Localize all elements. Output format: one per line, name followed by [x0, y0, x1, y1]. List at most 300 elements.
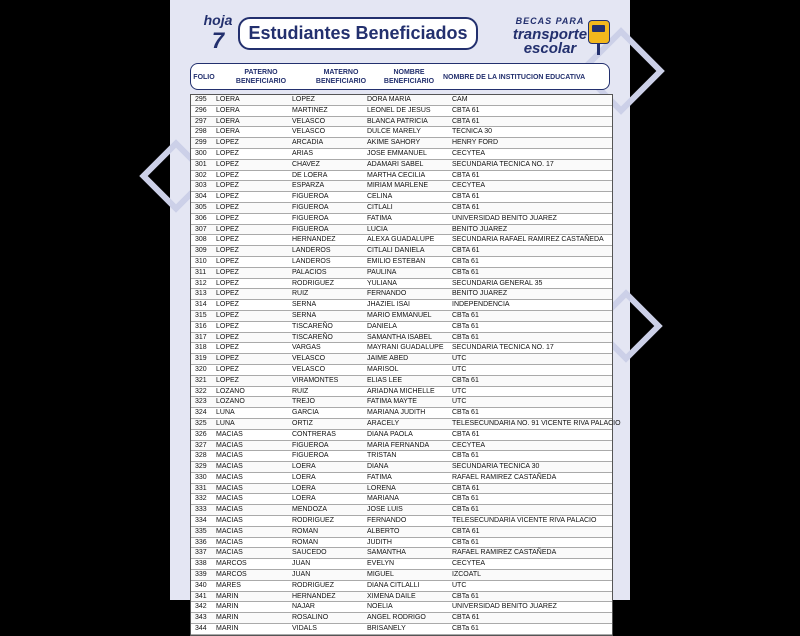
table-row [191, 462, 612, 473]
nombre-cell: JAIME ABED [367, 355, 409, 363]
table-row [191, 354, 612, 365]
nombre-cell: BRISANELY [367, 625, 406, 633]
nombre-cell: DORA MARIA [367, 96, 411, 103]
table-row [191, 473, 612, 484]
institucion-cell: UTC [452, 365, 467, 373]
institucion-cell: CBTA 61 [452, 193, 480, 201]
folio-cell: 321 [195, 376, 207, 384]
nombre-cell: BLANCA PATRICIA [367, 117, 428, 125]
paterno-cell: MARCOS [216, 560, 247, 568]
institucion-cell: CBTA 61 [452, 430, 480, 438]
institucion-cell: HENRY FORD [452, 139, 499, 147]
nombre-cell: AKIME SAHORY [367, 139, 421, 147]
folio-cell: 339 [195, 571, 207, 579]
paterno-cell: MACIAS [216, 527, 243, 535]
paterno-cell: LOPEZ [216, 376, 239, 384]
institucion-cell: CBTa 61 [452, 311, 479, 319]
nombre-cell: SAMANTHA ISABEL [367, 333, 432, 341]
institucion-cell: CBTa 61 [452, 409, 479, 417]
folio-cell: 308 [195, 236, 207, 244]
page-header [170, 0, 630, 62]
folio-cell: 315 [195, 311, 207, 319]
paterno-cell: MACIAS [216, 463, 243, 471]
table-row [191, 451, 612, 462]
materno-cell: LOERA [292, 473, 316, 481]
institucion-cell: UNIVERSIDAD BENITO JUAREZ [452, 603, 557, 611]
materno-cell: CHAVEZ [292, 160, 320, 168]
nombre-cell: MARIA FERNANDA [367, 441, 430, 449]
materno-cell: DE LOERA [292, 171, 328, 179]
paterno-cell: MACIAS [216, 430, 243, 438]
nombre-cell: ARIADNA MICHELLE [367, 387, 435, 395]
paterno-cell: LOZANO [216, 387, 245, 395]
folio-cell: 312 [195, 279, 207, 287]
materno-cell: CONTRERAS [292, 430, 336, 438]
folio-cell: 320 [195, 365, 207, 373]
materno-cell: FIGUEROA [292, 214, 329, 222]
paterno-cell: MARIN [216, 625, 239, 633]
table-row [191, 225, 612, 236]
table-row [191, 203, 612, 214]
sheet-number: 7 [211, 28, 225, 53]
paterno-cell: LOPEZ [216, 333, 239, 341]
nombre-cell: FERNANDO [367, 517, 407, 525]
materno-cell: FIGUEROA [292, 225, 329, 233]
table-row [191, 408, 612, 419]
folio-cell: 337 [195, 549, 207, 557]
institucion-cell: CBTa 61 [452, 506, 479, 514]
table-row [191, 138, 612, 149]
table-row [191, 376, 612, 387]
institucion-cell: UNIVERSIDAD BENITO JUAREZ [452, 214, 557, 222]
nombre-cell: LUCIA [367, 225, 388, 233]
paterno-cell: LUNA [216, 419, 235, 427]
nombre-cell: ANGEL RODRIGO [367, 614, 426, 622]
folio-cell: 305 [195, 203, 207, 211]
nombre-cell: DIANA PAOLA [367, 430, 413, 438]
nombre-cell: JOSE LUIS [367, 506, 403, 514]
materno-cell: ROMAN [292, 527, 319, 535]
paterno-cell: LOPEZ [216, 344, 239, 352]
paterno-cell: MACIAS [216, 473, 243, 481]
materno-cell: TISCAREÑO [292, 322, 333, 330]
paterno-cell: LOPEZ [216, 301, 239, 309]
paterno-cell: LOPEZ [216, 257, 239, 265]
folio-cell: 336 [195, 538, 207, 546]
institucion-cell: CBTA 61 [452, 614, 480, 622]
folio-cell: 303 [195, 182, 207, 190]
institucion-cell: BENITO JUAREZ [452, 225, 508, 233]
nombre-cell: ALBERTO [367, 527, 400, 535]
folio-cell: 297 [195, 117, 207, 125]
col-paterno: PATERNO BENEFICIARIO [235, 69, 287, 85]
table-row [191, 311, 612, 322]
nombre-cell: DIANA CITLALLI [367, 581, 420, 589]
materno-cell: SAUCEDO [292, 549, 327, 557]
folio-cell: 341 [195, 592, 207, 600]
col-folio: FOLIO [193, 74, 215, 81]
folio-cell: 342 [195, 603, 207, 611]
folio-cell: 326 [195, 430, 207, 438]
paterno-cell: LOPEZ [216, 149, 239, 157]
paterno-cell: LOPEZ [216, 193, 239, 201]
paterno-cell: MACIAS [216, 538, 243, 546]
materno-cell: VELASCO [292, 355, 326, 363]
table-row [191, 106, 612, 117]
materno-cell: VELASCO [292, 117, 326, 125]
folio-cell: 323 [195, 398, 207, 406]
materno-cell: VARGAS [292, 344, 321, 352]
paterno-cell: LOPEZ [216, 247, 239, 255]
folio-cell: 319 [195, 355, 207, 363]
institucion-cell: CBTa 61 [452, 268, 479, 276]
paterno-cell: LOPEZ [216, 236, 239, 244]
table-row [191, 548, 612, 559]
table-row [191, 602, 612, 613]
nombre-cell: DIANA [367, 463, 389, 471]
institucion-cell: TECNICA 30 [452, 128, 493, 136]
institucion-cell: UTC [452, 355, 467, 363]
materno-cell: ROSALINO [292, 614, 329, 622]
folio-cell: 328 [195, 452, 207, 460]
folio-cell: 338 [195, 560, 207, 568]
nombre-cell: MARIANA [367, 495, 399, 503]
institucion-cell: CBTA 61 [452, 527, 480, 535]
table-row [191, 494, 612, 505]
table-row [191, 387, 612, 398]
table-row [191, 484, 612, 495]
folio-cell: 316 [195, 322, 207, 330]
materno-cell: VIDALS [292, 625, 317, 633]
nombre-cell: JHAZIEL ISAI [367, 301, 410, 309]
table-row [191, 430, 612, 441]
folio-cell: 344 [195, 625, 207, 633]
institucion-cell: CBTa 61 [452, 592, 479, 600]
paterno-cell: LOPEZ [216, 365, 239, 373]
paterno-cell: MARIN [216, 614, 239, 622]
col-materno: MATERNO BENEFICIARIO [315, 69, 367, 85]
table-row [191, 171, 612, 182]
institucion-cell: IZCOATL [452, 571, 482, 579]
institucion-cell: INDEPENDENCIA [452, 301, 510, 309]
institucion-cell: CBTa 61 [452, 333, 479, 341]
table-row [191, 613, 612, 624]
paterno-cell: LOERA [216, 128, 240, 136]
materno-cell: FIGUEROA [292, 203, 329, 211]
nombre-cell: JUDITH [367, 538, 392, 546]
document-page [170, 0, 630, 633]
paterno-cell: LOPEZ [216, 279, 239, 287]
paterno-cell: LOPEZ [216, 203, 239, 211]
institucion-cell: SECUNDARIA GENERAL 35 [452, 279, 543, 287]
table-row [191, 117, 612, 128]
materno-cell: RODRIGUEZ [292, 581, 334, 589]
folio-cell: 302 [195, 171, 207, 179]
sheet-label: hoja [203, 12, 233, 28]
nombre-cell: MARIANA JUDITH [367, 409, 426, 417]
table-row [191, 343, 612, 354]
program-line-1: transporte [512, 26, 588, 43]
program-small-text: BECAS PARA [515, 16, 585, 26]
table-row [191, 95, 612, 106]
folio-cell: 309 [195, 247, 207, 255]
col-institucion: NOMBRE DE LA INSTITUCION EDUCATIVA [443, 74, 586, 81]
materno-cell: LANDEROS [292, 247, 331, 255]
materno-cell: HERNANDEZ [292, 592, 336, 600]
nombre-cell: CELINA [367, 193, 393, 201]
table-header [190, 63, 610, 90]
folio-cell: 300 [195, 149, 207, 157]
materno-cell: LANDEROS [292, 257, 331, 265]
paterno-cell: LOPEZ [216, 355, 239, 363]
nombre-cell: EVELYN [367, 560, 395, 568]
institucion-cell: CECYTEA [452, 560, 486, 568]
paterno-cell: LOPEZ [216, 182, 239, 190]
paterno-cell: MARIN [216, 592, 239, 600]
institucion-cell: CBTA 61 [452, 171, 480, 179]
materno-cell: RODRIGUEZ [292, 279, 334, 287]
table-row [191, 592, 612, 603]
paterno-cell: LOPEZ [216, 139, 239, 147]
folio-cell: 330 [195, 473, 207, 481]
materno-cell: JUAN [292, 560, 311, 568]
materno-cell: RUIZ [292, 290, 309, 298]
folio-cell: 298 [195, 128, 207, 136]
institucion-cell: CBTA 61 [452, 484, 480, 492]
table-row [191, 149, 612, 160]
folio-cell: 322 [195, 387, 207, 395]
institucion-cell: CBTa 61 [452, 625, 479, 633]
materno-cell: FIGUEROA [292, 452, 329, 460]
nombre-cell: FERNANDO [367, 290, 407, 298]
paterno-cell: MACIAS [216, 484, 243, 492]
institucion-cell: CECYTEA [452, 441, 486, 449]
folio-cell: 340 [195, 581, 207, 589]
nombre-cell: ALEXA GUADALUPE [367, 236, 435, 244]
institucion-cell: TELESECUNDARIA VICENTE RIVA PALACIO [452, 517, 597, 525]
table-row [191, 235, 612, 246]
materno-cell: JUAN [292, 571, 311, 579]
table-row [191, 559, 612, 570]
nombre-cell: SAMANTHA [367, 549, 406, 557]
institucion-cell: SECUNDARIA TECNICA NO. 17 [452, 344, 554, 352]
materno-cell: TREJO [292, 398, 315, 406]
table-row [191, 516, 612, 527]
table-row [191, 441, 612, 452]
institucion-cell: SECUNDARIA TECNICA NO. 17 [452, 160, 554, 168]
nombre-cell: XIMENA DAILE [367, 592, 416, 600]
folio-cell: 310 [195, 257, 207, 265]
nombre-cell: FATIMA [367, 473, 392, 481]
institucion-cell: UTC [452, 581, 467, 589]
folio-cell: 333 [195, 506, 207, 514]
materno-cell: VIRAMONTES [292, 376, 339, 384]
col-nombre: NOMBRE BENEFICIARIO [383, 69, 435, 85]
folio-cell: 313 [195, 290, 207, 298]
nombre-cell: JOSE EMMANUEL [367, 149, 427, 157]
table-row [191, 192, 612, 203]
bus-stop-icon [588, 20, 610, 44]
institucion-cell: CBTa 61 [452, 257, 479, 265]
institucion-cell: CBTa 61 [452, 322, 479, 330]
institucion-cell: UTC [452, 387, 467, 395]
nombre-cell: PAULINA [367, 268, 397, 276]
materno-cell: LOERA [292, 484, 316, 492]
folio-cell: 329 [195, 463, 207, 471]
materno-cell: VELASCO [292, 365, 326, 373]
paterno-cell: LOPEZ [216, 225, 239, 233]
folio-cell: 306 [195, 214, 207, 222]
nombre-cell: CITLALI DANIELA [367, 247, 425, 255]
institucion-cell: CBTa 61 [452, 452, 479, 460]
nombre-cell: MIGUEL [367, 571, 394, 579]
nombre-cell: LORENA [367, 484, 396, 492]
paterno-cell: LOPEZ [216, 311, 239, 319]
materno-cell: NAJAR [292, 603, 315, 611]
nombre-cell: EMILIO ESTEBAN [367, 257, 426, 265]
paterno-cell: LOPEZ [216, 290, 239, 298]
folio-cell: 335 [195, 527, 207, 535]
table-row [191, 246, 612, 257]
materno-cell: RUIZ [292, 387, 309, 395]
table-row [191, 322, 612, 333]
paterno-cell: LUNA [216, 409, 235, 417]
materno-cell: ESPARZA [292, 182, 325, 190]
table-row [191, 214, 612, 225]
table-row [191, 279, 612, 290]
folio-cell: 304 [195, 193, 207, 201]
nombre-cell: LEONEL DE JESUS [367, 106, 431, 114]
materno-cell: PALACIOS [292, 268, 327, 276]
table-row [191, 419, 621, 430]
nombre-cell: FATIMA [367, 214, 392, 222]
institucion-cell: CBTA 61 [452, 117, 480, 125]
folio-cell: 317 [195, 333, 207, 341]
table-row [191, 527, 612, 538]
paterno-cell: MACIAS [216, 549, 243, 557]
paterno-cell: MARCOS [216, 571, 247, 579]
institucion-cell: TELESECUNDARIA NO. 91 VICENTE RIVA PALACIO [452, 419, 621, 427]
institucion-cell: CBTa 61 [452, 495, 479, 503]
materno-cell: SERNA [292, 301, 317, 309]
folio-cell: 314 [195, 301, 207, 309]
table-row [191, 505, 612, 516]
institucion-cell: SECUNDARIA TECNICA 30 [452, 463, 540, 471]
nombre-cell: ELIAS LEE [367, 376, 403, 384]
table-row [191, 397, 612, 408]
folio-cell: 296 [195, 106, 207, 114]
nombre-cell: DANIELA [367, 322, 397, 330]
paterno-cell: LOERA [216, 117, 240, 125]
institucion-cell: RAFAEL RAMIREZ CASTAÑEDA [452, 549, 557, 557]
nombre-cell: ADAMARI SABEL [367, 160, 424, 168]
table-row [191, 333, 612, 344]
institucion-cell: BENITO JUAREZ [452, 290, 508, 298]
paterno-cell: LOPEZ [216, 171, 239, 179]
materno-cell: SERNA [292, 311, 317, 319]
nombre-cell: ARACELY [367, 419, 400, 427]
institucion-cell: UTC [452, 398, 467, 406]
table-row [191, 300, 612, 311]
nombre-cell: FATIMA MAYTE [367, 398, 417, 406]
nombre-cell: CITLALI [367, 203, 393, 211]
folio-cell: 343 [195, 614, 207, 622]
table-row [191, 581, 612, 592]
nombre-cell: MARIO EMMANUEL [367, 311, 432, 319]
nombre-cell: MARTHA CECILIA [367, 171, 426, 179]
materno-cell: ROMAN [292, 538, 319, 546]
materno-cell: MARTINEZ [292, 106, 328, 114]
institucion-cell: CBTA 61 [452, 106, 480, 114]
program-line-2: escolar [523, 40, 577, 57]
materno-cell: MENDOZA [292, 506, 327, 514]
folio-cell: 332 [195, 495, 207, 503]
materno-cell: HERNANDEZ [292, 236, 336, 244]
materno-cell: ARIAS [292, 149, 314, 157]
folio-cell: 324 [195, 409, 207, 417]
institucion-cell: CBTa 61 [452, 538, 479, 546]
materno-cell: LOERA [292, 463, 316, 471]
table-row [191, 365, 612, 376]
paterno-cell: LOERA [216, 96, 240, 103]
table-row [191, 181, 612, 192]
nombre-cell: MARISOL [367, 365, 399, 373]
institucion-cell: CBTA 61 [452, 203, 480, 211]
paterno-cell: LOZANO [216, 398, 245, 406]
folio-cell: 299 [195, 139, 207, 147]
nombre-cell: MIRIAM MARLENE [367, 182, 429, 190]
materno-cell: VELASCO [292, 128, 326, 136]
folio-cell: 295 [195, 96, 207, 103]
nombre-cell: YULIANA [367, 279, 397, 287]
materno-cell: LOPEZ [292, 96, 315, 103]
nombre-cell: DULCE MARELY [367, 128, 421, 136]
table-row [191, 570, 612, 581]
materno-cell: TISCAREÑO [292, 333, 333, 341]
folio-cell: 334 [195, 517, 207, 525]
paterno-cell: LOPEZ [216, 160, 239, 168]
folio-cell: 327 [195, 441, 207, 449]
institucion-cell: RAFAEL RAMIREZ CASTAÑEDA [452, 473, 557, 481]
table-row [191, 127, 612, 138]
institucion-cell: CECYTEA [452, 149, 486, 157]
folio-cell: 325 [195, 419, 207, 427]
materno-cell: RODRIGUEZ [292, 517, 334, 525]
institucion-cell: CAM [452, 96, 468, 103]
paterno-cell: LOPEZ [216, 322, 239, 330]
materno-cell: LOERA [292, 495, 316, 503]
institucion-cell: CECYTEA [452, 182, 486, 190]
table-row [191, 268, 612, 279]
nombre-cell: TRISTAN [367, 452, 397, 460]
paterno-cell: LOERA [216, 106, 240, 114]
folio-cell: 311 [195, 268, 207, 276]
paterno-cell: MACIAS [216, 452, 243, 460]
paterno-cell: MACIAS [216, 506, 243, 514]
page-title: Estudiantes Beneficiados [238, 17, 478, 50]
table-row [191, 289, 612, 300]
paterno-cell: LOPEZ [216, 214, 239, 222]
materno-cell: GARCIA [292, 409, 319, 417]
table-row [191, 624, 612, 635]
table-row [191, 257, 612, 268]
paterno-cell: MACIAS [216, 495, 243, 503]
paterno-cell: MACIAS [216, 441, 243, 449]
folio-cell: 307 [195, 225, 207, 233]
paterno-cell: LOPEZ [216, 268, 239, 276]
folio-cell: 318 [195, 344, 207, 352]
nombre-cell: MAYRANI GUADALUPE [367, 344, 444, 352]
